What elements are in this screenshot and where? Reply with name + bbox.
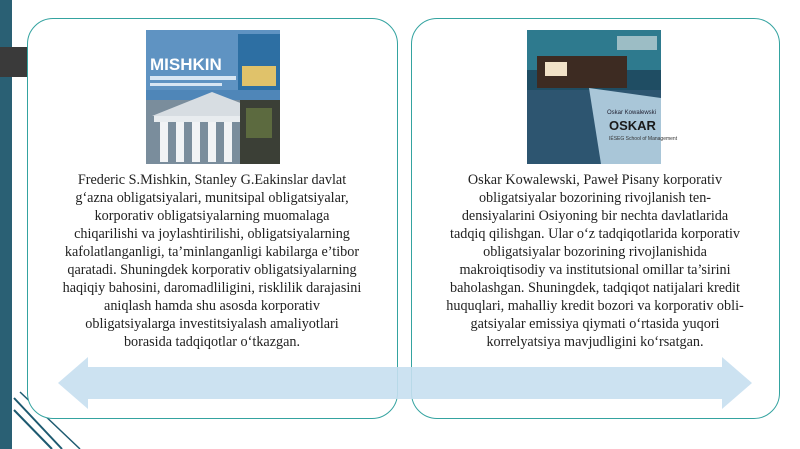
- mishkin-book-image: [146, 30, 280, 164]
- book-subtitle-text: IÉSEG School of Management: [609, 136, 678, 142]
- book-author-text: Oskar Kowalewski: [607, 110, 657, 116]
- text-line: densiyalarini Osiyoning bir nechta davlatlarida: [461, 208, 729, 224]
- text-line: kafolatlanganligi, ta’minlanganligi kabilarga e’tibor: [64, 244, 360, 260]
- oskar-book-image: [527, 30, 678, 164]
- text-line: obligatsiyalar bozorining rivojlanishida: [483, 244, 707, 260]
- text-line: borasida tadqiqotlar o‘tkazgan.: [123, 334, 301, 350]
- text-line: Oskar Kowalewski, Paweł Pisany korporativ: [467, 172, 723, 188]
- book-title-text: OSKAR: [609, 118, 656, 133]
- text-line: tadqiq qilishgan. Ular o‘z tadqiqotlarida korporativ: [450, 226, 740, 242]
- text-line: qaratadi. Shuningdek korporativ obligatsiyalarning: [67, 262, 357, 278]
- double-headed-arrow: [58, 357, 752, 409]
- right-card-text: [420, 171, 770, 351]
- text-line: baholashgan. Shuningdek, tadqiqot natijalari kredit: [450, 280, 740, 296]
- text-line: haqiqiy bahosini, daromadliligini, risklilik darajasini: [62, 280, 362, 296]
- text-line: obligatsiyalar bozorining rivojlanish ten-: [478, 190, 712, 206]
- text-line: obligatsiyalarga investitsiyalash amaliyotlari: [85, 316, 339, 332]
- text-line: aniqlash hamda shu asosda korporativ: [104, 298, 320, 314]
- text-line: korrelyatsiya mavjudligini ko‘rsatgan.: [486, 334, 704, 350]
- text-line: chiqarilishi va joylashtirilishi, obligatsiyalarning: [74, 226, 350, 242]
- text-line: gatsiyalar emissiya qiymati o‘rtasida yuqori: [470, 316, 720, 332]
- text-line: korporativ obligatsiyalarning muomalaga: [94, 208, 330, 224]
- text-line: makroiqtisodiy va institutsional omillar ta’sirini: [459, 262, 731, 278]
- text-line: g‘azna obligatsiyalari, munitsipal obligatsiyalar,: [75, 190, 349, 206]
- left-card-text: [36, 171, 388, 351]
- book-title-text: MISHKIN: [150, 55, 222, 74]
- text-line: huquqlari, mahalliy kredit bozori va korporativ obli-: [446, 298, 744, 314]
- text-line: Frederic S.Mishkin, Stanley G.Eakinslar davlat: [77, 172, 347, 188]
